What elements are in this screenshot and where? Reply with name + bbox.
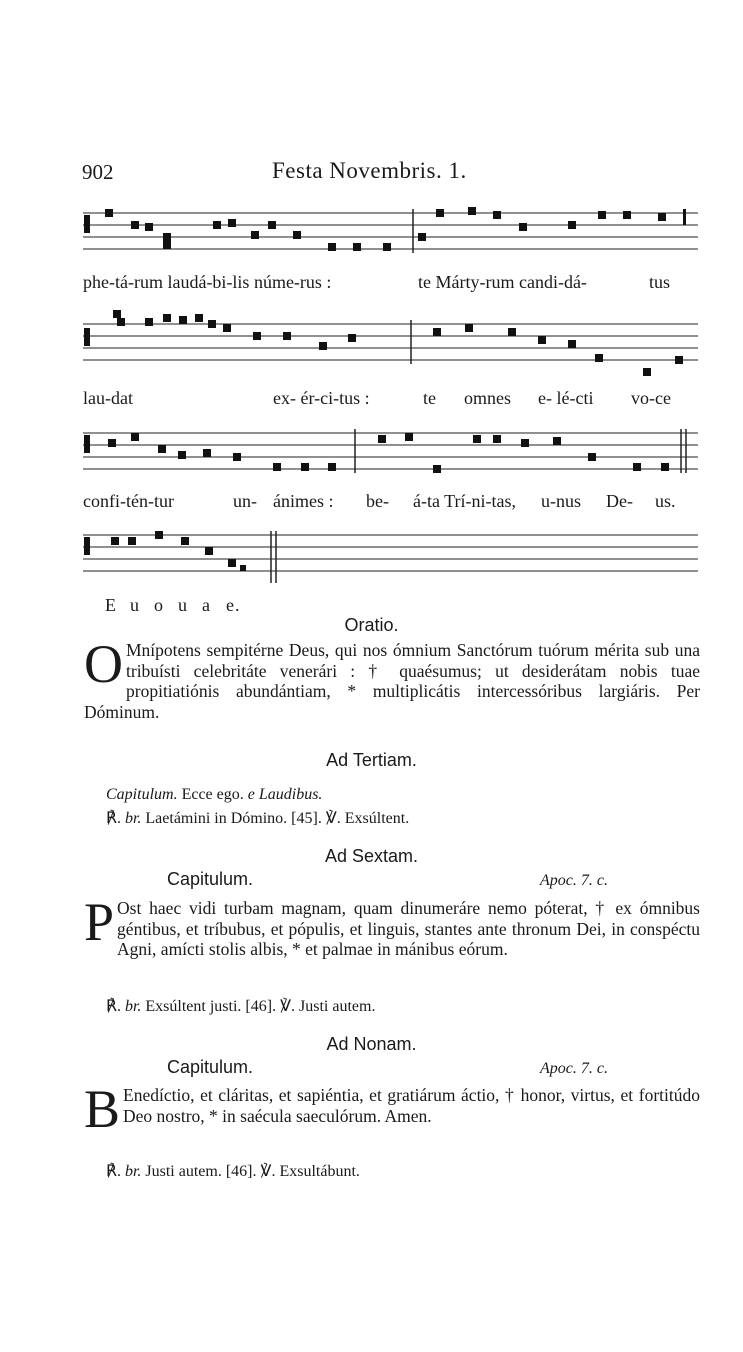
music-staff-2 bbox=[83, 306, 698, 376]
lyric-syllables: u-nus bbox=[541, 491, 581, 511]
lyric-syllables: lau-dat bbox=[83, 388, 133, 408]
lyric-syllables: De- bbox=[606, 491, 633, 511]
lyric-syllables: confi-tén-tur bbox=[83, 491, 174, 511]
scripture-reference: Apoc. 7. c. bbox=[540, 872, 608, 889]
oratio-paragraph bbox=[84, 634, 700, 722]
music-staff-4 bbox=[83, 527, 698, 587]
sextam-heading: Ad Sextam. bbox=[324, 846, 419, 866]
lyric-syllables: te bbox=[423, 388, 436, 408]
nonam-text: Enedíctio, et cláritas, et sapiéntia, et gratiárum áctio, † honor, virtus, et fortitúdo Deo nostro, * in saécula saeculórum. Amen. bbox=[123, 1085, 700, 1126]
lyric-syllables: be- bbox=[366, 491, 389, 511]
brevis-label: br. bbox=[124, 810, 142, 827]
versicle-text: Justi autem. bbox=[299, 998, 376, 1015]
tertiam-capitulum-line bbox=[106, 786, 322, 804]
lyric-syllables: omnes bbox=[464, 388, 511, 408]
lyric-syllables: vo-ce bbox=[631, 388, 671, 408]
capitulum-source-prep: e bbox=[247, 786, 255, 803]
capitulum-incipit: Ecce ego. bbox=[181, 786, 244, 803]
lyric-syllables: e. bbox=[226, 595, 241, 615]
drop-cap: B bbox=[84, 1079, 121, 1139]
versicle-text: Exsúltent. bbox=[344, 810, 410, 827]
lyric-syllables: o bbox=[154, 595, 164, 615]
sextam-text: Ost haec vidi turbam magnam, quam dinumeráre nemo póterat, † ex ómnibus géntibus, et tríbubus, et pópulis, et linguis, stantes ante thronum Dei, in conspéctu Agni, amícti stolis albis, * et palmae in mánibus eórum. bbox=[117, 898, 700, 959]
capitulum-label: Capitulum. bbox=[106, 786, 178, 803]
versicle-text: Exsultábunt. bbox=[279, 1163, 360, 1180]
tertiam-heading: Ad Tertiam. bbox=[326, 750, 417, 770]
brevis-label: br. bbox=[124, 1163, 142, 1180]
oratio-heading: Oratio. bbox=[344, 615, 399, 635]
versicle-symbol: ℣. bbox=[260, 1163, 276, 1180]
music-staff-1 bbox=[83, 205, 698, 265]
page-number: 902 bbox=[82, 160, 114, 184]
lyric-syllables: us. bbox=[655, 491, 676, 511]
music-staff-3 bbox=[83, 425, 698, 485]
versicle-symbol: ℣. bbox=[280, 998, 296, 1015]
drop-cap: P bbox=[84, 892, 115, 952]
lyric-syllables: ánimes : bbox=[273, 491, 334, 511]
tertiam-responsory-line bbox=[106, 808, 409, 828]
responsory-symbol: ℟. bbox=[106, 1163, 121, 1180]
responsory-symbol: ℟. bbox=[106, 998, 121, 1015]
lyric-syllables: u bbox=[130, 595, 140, 615]
sextam-responsory-line bbox=[106, 996, 375, 1016]
lyric-syllables: E bbox=[105, 595, 117, 615]
oratio-text: Mnípotens sempitérne Deus, qui nos ómnium Sanctórum tuórum mérita sub una tribuísti celebritáte venerári : † quaésumus; ut desiderátam nobis tuae propitiatiónis abundántiam, * multiplicátis intercessóribus largiáris. Per Dóminum. bbox=[84, 640, 700, 722]
lyrics-line-2 bbox=[83, 388, 698, 412]
nonam-heading: Ad Nonam. bbox=[326, 1034, 417, 1054]
nonam-paragraph bbox=[84, 1079, 700, 1139]
lyric-syllables: u bbox=[178, 595, 188, 615]
lyric-syllables: phe-tá-rum laudá-bi-lis núme-rus : bbox=[83, 272, 332, 292]
lyric-syllables: un- bbox=[233, 491, 257, 511]
capitulum-label: Capitulum. bbox=[167, 869, 254, 889]
nonam-responsory-line bbox=[106, 1161, 360, 1181]
scripture-reference: Apoc. 7. c. bbox=[540, 1060, 608, 1077]
responsory-text: Exsúltent justi. [46]. bbox=[145, 998, 277, 1015]
lyric-syllables: á-ta Trí-ni-tas, bbox=[413, 491, 516, 511]
capitulum-label: Capitulum. bbox=[167, 1057, 254, 1077]
responsory-symbol: ℟. bbox=[106, 810, 121, 827]
lyrics-line-3 bbox=[83, 491, 698, 515]
lyric-syllables: e- lé-cti bbox=[538, 388, 594, 408]
sextam-paragraph bbox=[84, 892, 700, 960]
capitulum-source: Laudibus. bbox=[258, 786, 323, 803]
lyric-syllables: ex- ér-ci-tus : bbox=[273, 388, 370, 408]
responsory-text: Justi autem. [46]. bbox=[145, 1163, 257, 1180]
page-title: Festa Novembris. 1. bbox=[272, 158, 467, 183]
responsory-text: Laetámini in Dómino. [45]. bbox=[145, 810, 322, 827]
lyric-syllables: tus bbox=[649, 272, 671, 292]
lyrics-line-1 bbox=[83, 272, 698, 296]
lyric-syllables: te Márty-rum candi-dá- bbox=[418, 272, 587, 292]
versicle-symbol: ℣. bbox=[325, 810, 341, 827]
lyric-syllables: a bbox=[202, 595, 211, 615]
brevis-label: br. bbox=[124, 998, 142, 1015]
drop-cap: O bbox=[84, 634, 123, 694]
